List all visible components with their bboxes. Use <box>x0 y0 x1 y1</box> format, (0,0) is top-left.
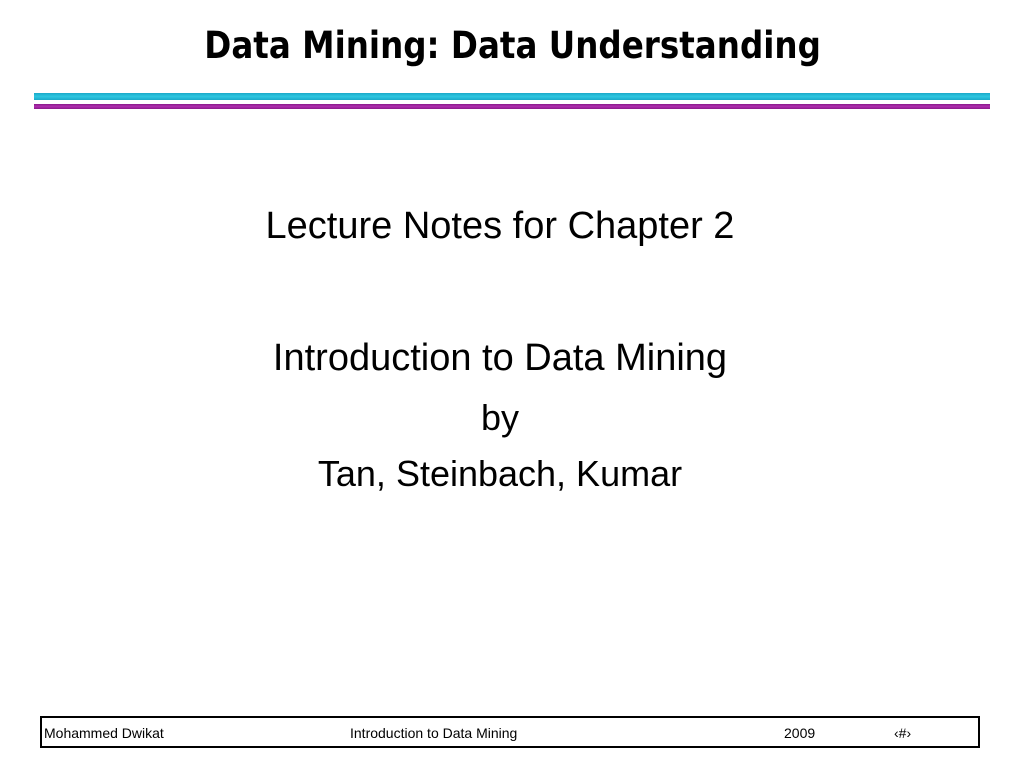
by-line: by <box>480 397 520 438</box>
book-title-line: Introduction to Data Mining <box>272 337 728 379</box>
title-rule-cyan <box>34 93 990 100</box>
authors-line: Tan, Steinbach, Kumar <box>317 453 683 494</box>
title-rule-purple <box>34 104 990 109</box>
slide-title: Data Mining: Data Understanding <box>204 24 821 67</box>
footer-course: Introduction to Data Mining <box>350 725 518 741</box>
slide-footer <box>40 716 980 748</box>
footer-author: Mohammed Dwikat <box>44 725 164 741</box>
footer-year: 2009 <box>784 725 816 741</box>
title-rule-gap <box>34 100 990 103</box>
lecture-notes-line: Lecture Notes for Chapter 2 <box>265 205 735 247</box>
footer-page-number: ‹#› <box>894 725 912 741</box>
